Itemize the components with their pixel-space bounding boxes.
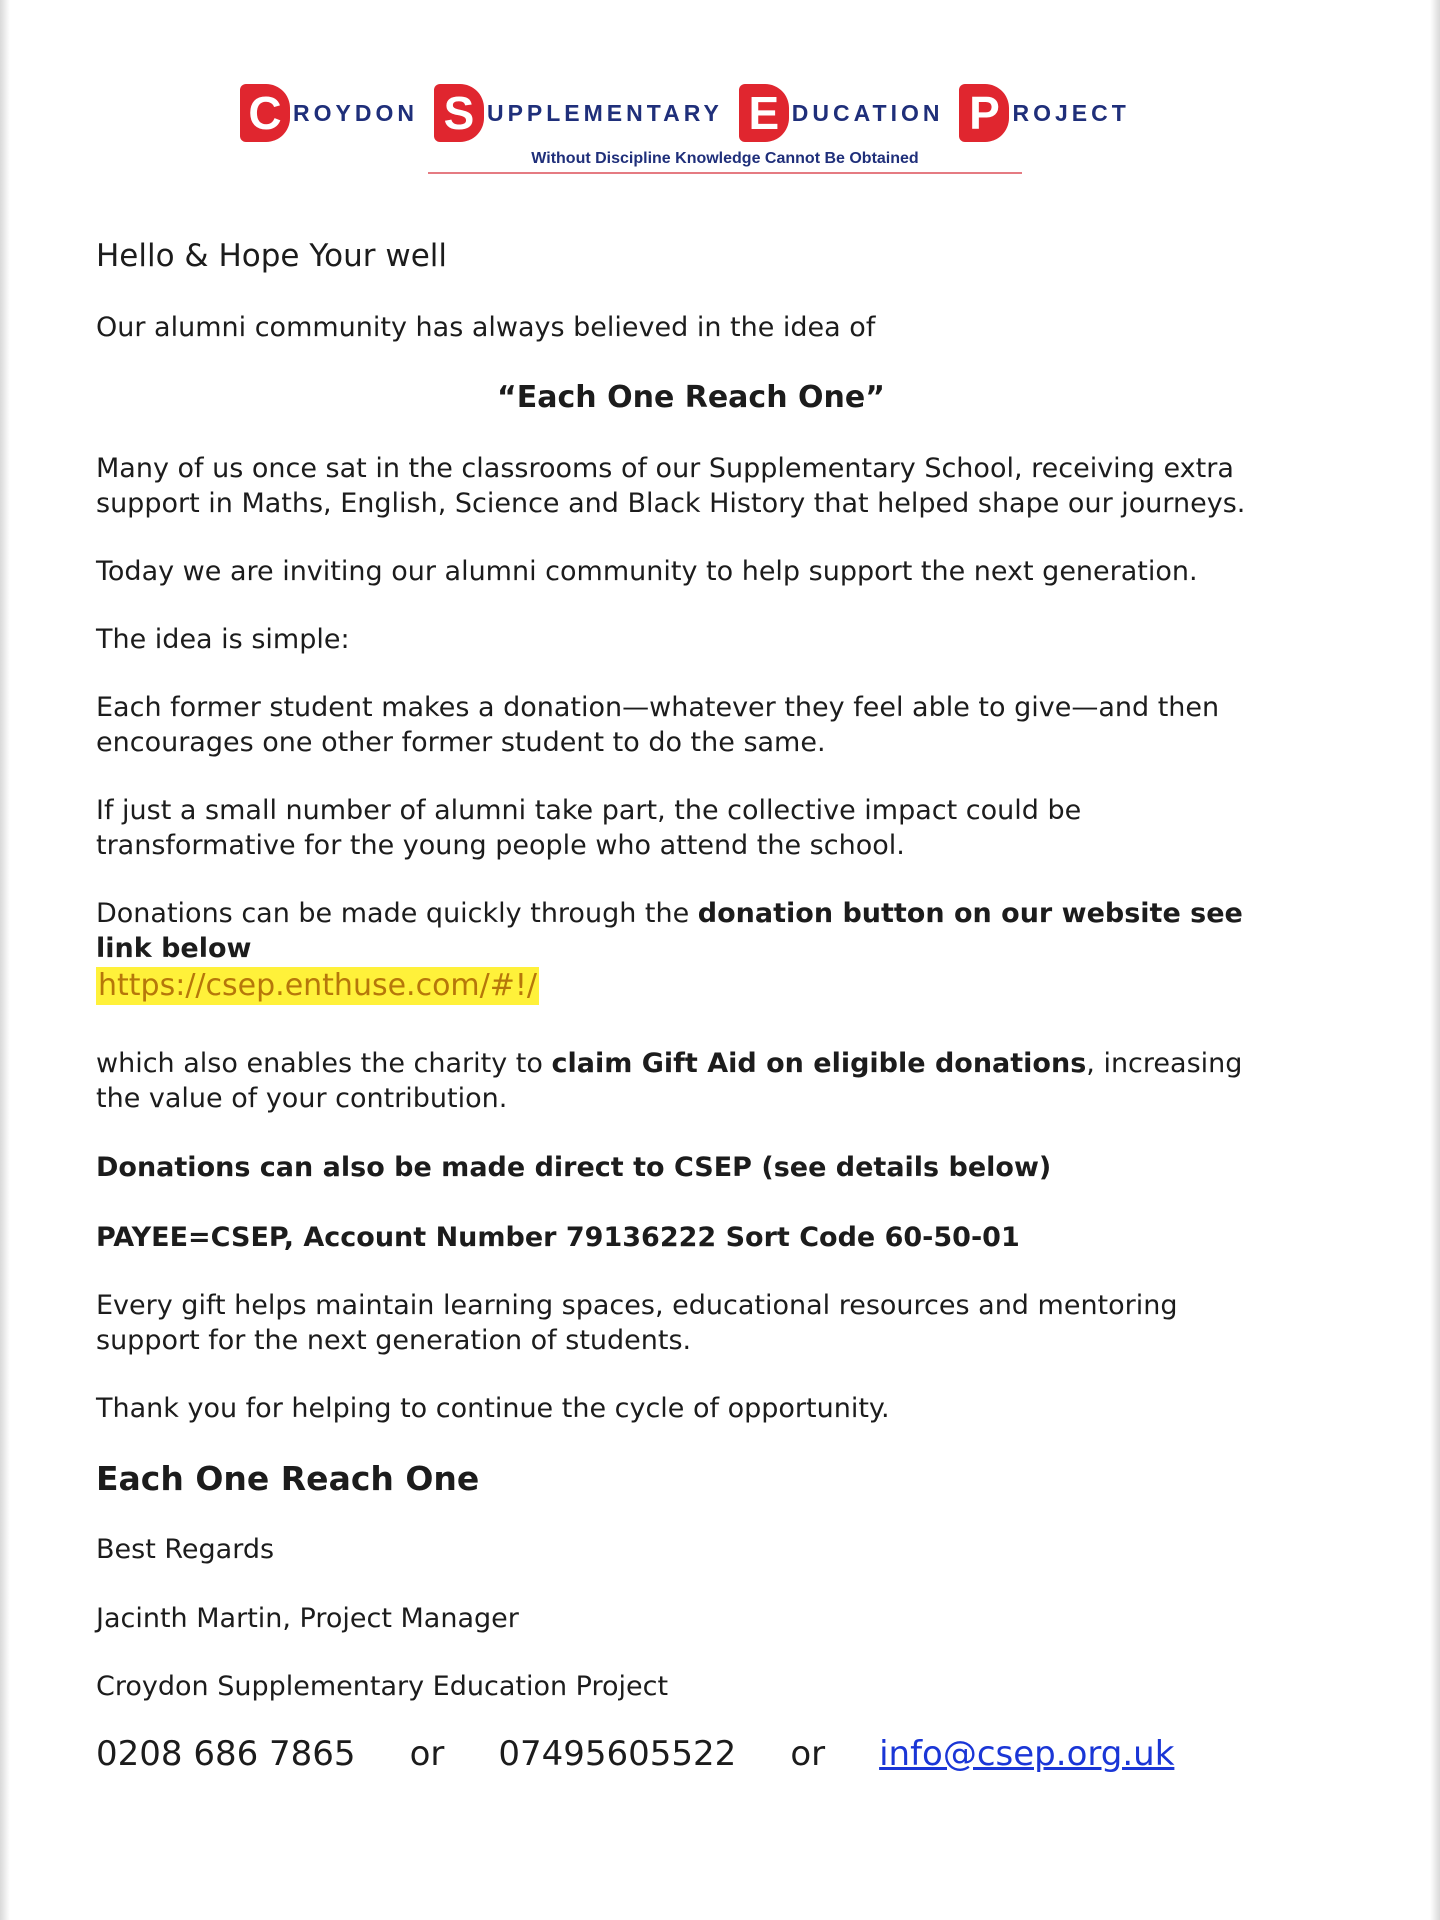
donations-prefix: Donations can be made quickly through the: [96, 898, 698, 929]
signatory-name-title: Jacinth Martin, Project Manager: [96, 1603, 519, 1634]
logo-word-education: [739, 84, 944, 142]
greeting: Hello & Hope Your well: [96, 238, 448, 274]
giftaid-bold: claim Gift Aid on eligible donations: [551, 1048, 1087, 1079]
paragraph-today: Today we are inviting our alumni community to help support the next generation.: [96, 556, 1198, 587]
paragraph-idea: The idea is simple:: [96, 624, 350, 655]
paragraph-if-line-1: If just a small number of alumni take part, the collective impact could be: [96, 795, 1082, 826]
logo-capital-s: S: [434, 84, 484, 142]
intro-line: Our alumni community has always believed in the idea of: [96, 312, 876, 343]
contact-separator-2: or: [790, 1734, 826, 1774]
bank-details: PAYEE=CSEP, Account Number 79136222 Sort Code 60-50-01: [96, 1222, 1020, 1253]
logo-text-croydon: ROYDON: [293, 99, 418, 126]
paragraph-donations-line-2: link below: [96, 933, 252, 964]
logo-tagline-wrap: [428, 150, 1022, 174]
logo-capital-p: P: [959, 84, 1009, 142]
logo-text-project: ROJECT: [1012, 99, 1130, 126]
logo-word-project: [959, 84, 1129, 142]
motto-heading: “Each One Reach One”: [497, 380, 885, 415]
email-link[interactable]: info@csep.org.uk: [879, 1734, 1175, 1774]
logo-capital-c: C: [240, 84, 290, 142]
logo-word-croydon: [240, 84, 418, 142]
logo-capital-e: E: [739, 84, 789, 142]
donation-link[interactable]: https://csep.enthuse.com/#!/: [98, 968, 538, 1003]
paragraph-if-line-2: transformative for the young people who attend the school.: [96, 830, 905, 861]
paragraph-each-line-1: Each former student makes a donation—whatever they feel able to give—and then: [96, 692, 1220, 723]
logo-text-education: DUCATION: [791, 99, 944, 126]
page-edge-right: [1430, 0, 1440, 1920]
logo-tagline: Without Discipline Knowledge Cannot Be Obtained: [428, 150, 1022, 174]
best-regards: Best Regards: [96, 1534, 275, 1565]
logo-word-supplementary: [434, 84, 723, 142]
page-edge-left: [0, 0, 10, 1920]
csep-logo: [240, 80, 1220, 146]
signature-motto: Each One Reach One: [96, 1459, 480, 1498]
paragraph-giftaid-line-2: the value of your contribution.: [96, 1083, 508, 1114]
paragraph-donations-line-1: [96, 896, 1243, 931]
giftaid-prefix: which also enables the charity to: [96, 1048, 552, 1079]
giftaid-suffix: , increasing: [1086, 1048, 1243, 1079]
phone-number-landline[interactable]: 0208 686 7865: [96, 1734, 356, 1774]
organisation-name: Croydon Supplementary Education Project: [96, 1671, 669, 1702]
donations-bold-1: donation button on our website see: [697, 898, 1243, 929]
paragraph-giftaid-line-1: [96, 1046, 1242, 1081]
direct-donation-heading: Donations can also be made direct to CSEP (see details below): [96, 1152, 1052, 1183]
contact-separator-1: or: [409, 1734, 445, 1774]
donation-link-line: [96, 967, 539, 1005]
logo-text-supplementary: UPPLEMENTARY: [486, 99, 723, 126]
paragraph-classrooms-line-1: Many of us once sat in the classrooms of our Supplementary School, receiving extra: [96, 453, 1234, 484]
contact-row: [96, 1732, 1174, 1776]
phone-number-mobile[interactable]: 07495605522: [498, 1734, 737, 1774]
paragraph-each-line-2: encourages one other former student to do the same.: [96, 727, 826, 758]
paragraph-gift-line-2: support for the next generation of students.: [96, 1325, 692, 1356]
paragraph-gift-line-1: Every gift helps maintain learning spaces, educational resources and mentoring: [96, 1290, 1178, 1321]
paragraph-classrooms-line-2: support in Maths, English, Science and Black History that helped shape our journeys.: [96, 488, 1246, 519]
thank-you-line: Thank you for helping to continue the cycle of opportunity.: [96, 1393, 890, 1424]
